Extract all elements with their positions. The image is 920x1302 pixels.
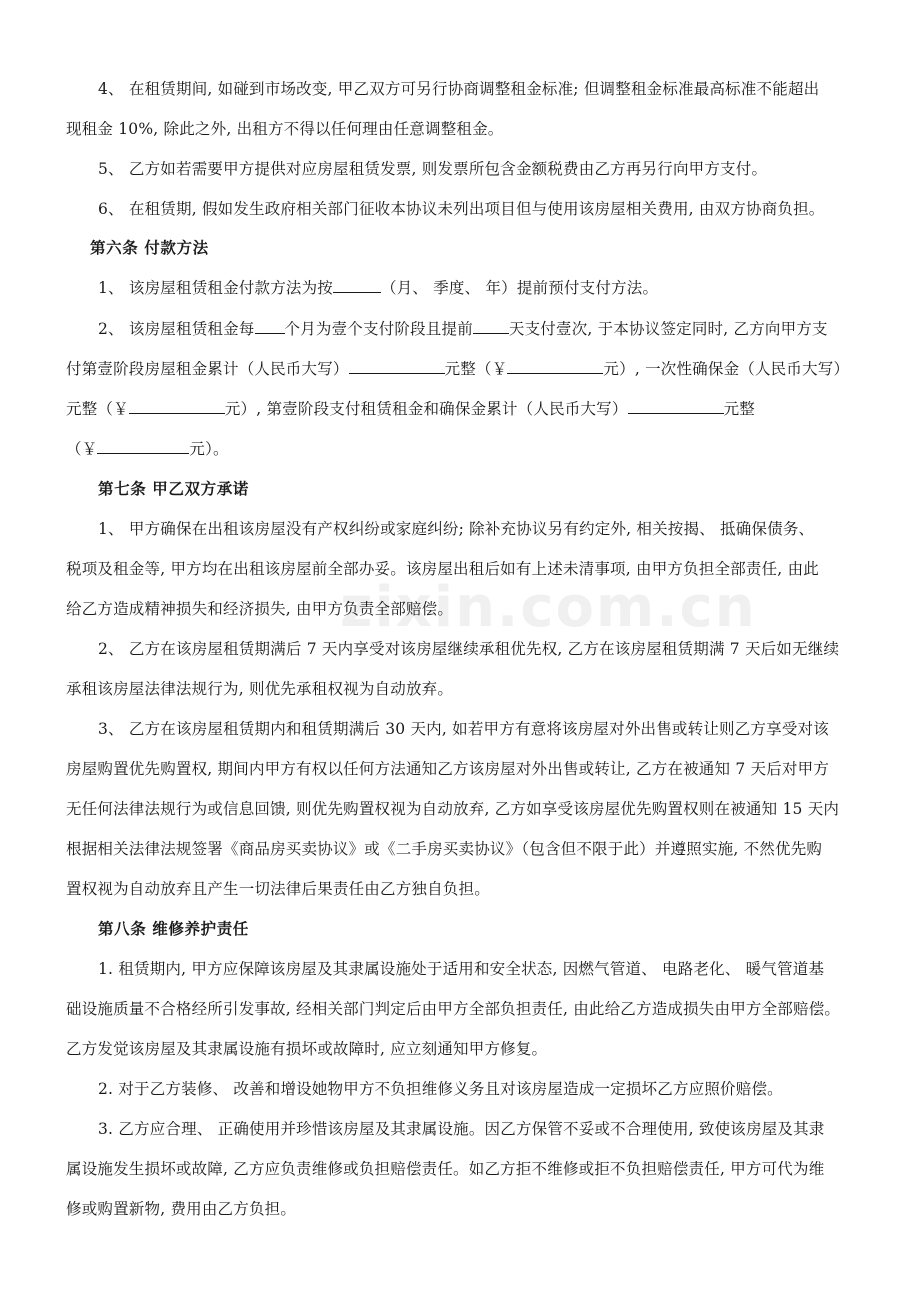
clause-6-item-2-line-2 [66,358,849,380]
clause-6-item-2-text-g: 元整（￥ [66,400,129,418]
clause-5-item-6: 6、 在租赁期, 假如发生政府相关部门征收本协议未列出项目但与使用该房屋相关费用, 由双方协商负担。 [98,200,825,218]
clause-8-item-1-line-1: 1. 租赁期内, 甲方应保障该房屋及其隶属设施处于适用和安全状态, 因燃气管道、 电路老化、 暖气管道基 [98,960,825,978]
clause-6-item-2-text-e: 元整（￥ [444,360,508,378]
clause-7-item-1-line-1: 1、 甲方确保在出租该房屋没有产权纠纷或家庭纠纷; 除补充协议另有约定外, 相关按揭、 抵确保债务、 [98,520,815,538]
clause-6-item-1-text-b: （月、 季度、 年）提前预付支付方法。 [381,279,659,297]
clause-7-item-1-line-3: 给乙方造成精神损失和经济损失, 由甲方负责全部赔偿。 [66,600,454,618]
blank-months [255,319,285,334]
clause-5-item-4-line-1: 4、 在租赁期间, 如碰到市场改变, 甲乙双方可另行协商调整租金标准; 但调整租金标准最高标准不能超出 [98,80,820,98]
clause-7-item-2-line-1: 2、 乙方在该房屋租赁期满后 7 天内享受对该房屋继续承租优先权, 乙方在该房屋租赁期满 7 天后如无继续 [98,640,840,658]
clause-7-item-3-line-2: 房屋购置优先购置权, 期间内甲方有权以任何方法通知乙方该房屋对外出售或转让, 乙方在被通知 7 天后对甲方 [66,760,830,778]
blank-first-rent-words [349,359,445,374]
clause-6-item-2-text-h: 元）, 第壹阶段支付租赁租金和确保金累计（人民币大写） [224,400,628,418]
clause-7-item-3-line-4: 根据相关法律法规签署《商品房买卖协议》或《二手房买卖协议》（包含但不限于此）并遵照实施, 不然优先购 [66,840,823,858]
clause-5-item-5: 5、 乙方如若需要甲方提供对应房屋租赁发票, 则发票所包含金额税费由乙方再另行向甲方支付。 [98,160,768,178]
watermark: zixin.com.cn [340,575,757,640]
heading-article-7: 第七条 甲乙双方承诺 [98,479,249,498]
blank-total-number [97,439,189,454]
clause-8-item-3-line-3: 修或购置新物, 费用由乙方负担。 [66,1200,297,1218]
clause-8-item-1-line-3: 乙方发觉该房屋及其隶属设施有损坏或故障时, 应立刻通知甲方修复。 [66,1040,548,1058]
clause-7-item-3-line-1: 3、 乙方在该房屋租赁期内和租赁期满后 30 天内, 如若甲方有意将该房屋对外出售或转让则乙方享受对该 [98,720,829,738]
clause-6-item-1-text-a: 1、 该房屋租赁租金付款方法为按 [98,279,333,297]
clause-6-item-2-text-k: 元）。 [189,440,229,458]
clause-8-item-3-line-2: 属设施发生损坏或故障, 乙方应负责维修或负担赔偿责任。如乙方拒不维修或拒不负担赔偿责任, 甲方可代为维 [66,1160,825,1178]
clause-6-item-2-text-j: （￥ [66,440,98,458]
blank-days [473,319,509,334]
clause-8-item-3-line-1: 3. 乙方应合理、 正确使用并珍惜该房屋及其隶属设施。因乙方保管不妥或不合理使用, 致使该房屋及其隶 [98,1120,825,1138]
clause-6-item-2-text-b: 个月为壹个支付阶段且提前 [284,320,473,338]
heading-article-6: 第六条 付款方法 [90,238,209,257]
clause-5-item-4-line-2: 现租金 10%, 除此之外, 出租方不得以任何理由任意调整租金。 [66,120,504,138]
clause-6-item-2-line-3 [66,398,755,420]
clause-8-item-1-line-2: 础设施质量不合格经所引发事故, 经相关部门判定后由甲方全部负担责任, 由此给乙方造成损失由甲方全部赔偿。 [66,1000,841,1018]
blank-payment-method [333,278,381,293]
blank-total-words [628,399,724,414]
clause-6-item-2-line-1 [98,318,828,340]
clause-6-item-2-text-d: 付第壹阶段房屋租金累计（人民币大写） [66,360,349,378]
clause-6-item-1 [98,277,658,299]
clause-7-item-3-line-5: 置权视为自动放弃且产生一切法律后果责任由乙方独自负担。 [66,880,490,898]
clause-6-item-2-line-4 [66,438,229,460]
clause-6-item-2-text-i: 元整 [723,400,755,418]
clause-6-item-2-text-f: 元）, 一次性确保金（人民币大写） [603,360,850,378]
clause-8-item-2: 2. 对于乙方装修、 改善和增设她物甲方不负担维修义务且对该房屋造成一定损坏乙方应照价赔偿。 [98,1080,783,1098]
blank-first-rent-number [507,359,603,374]
heading-article-8: 第八条 维修养护责任 [98,919,249,938]
clause-6-item-2-text-c: 天支付壹次, 于本协议签定同时, 乙方向甲方支 [508,320,828,338]
clause-6-item-2-text-a: 2、 该房屋租赁租金每 [98,320,255,338]
clause-7-item-1-line-2: 税项及租金等, 甲方均在出租该房屋前全部办妥。该房屋出租后如有上述未清事项, 由甲方负担全部责任, 由此 [66,560,819,578]
clause-7-item-2-line-2: 承租该房屋法律法规行为, 则优先承租权视为自动放弃。 [66,680,454,698]
clause-7-item-3-line-3: 无任何法律法规行为或信息回馈, 则优先购置权视为自动放弃, 乙方如享受该房屋优先购置权则在被通知 15 天内 [66,800,840,818]
blank-deposit-number [129,399,225,414]
